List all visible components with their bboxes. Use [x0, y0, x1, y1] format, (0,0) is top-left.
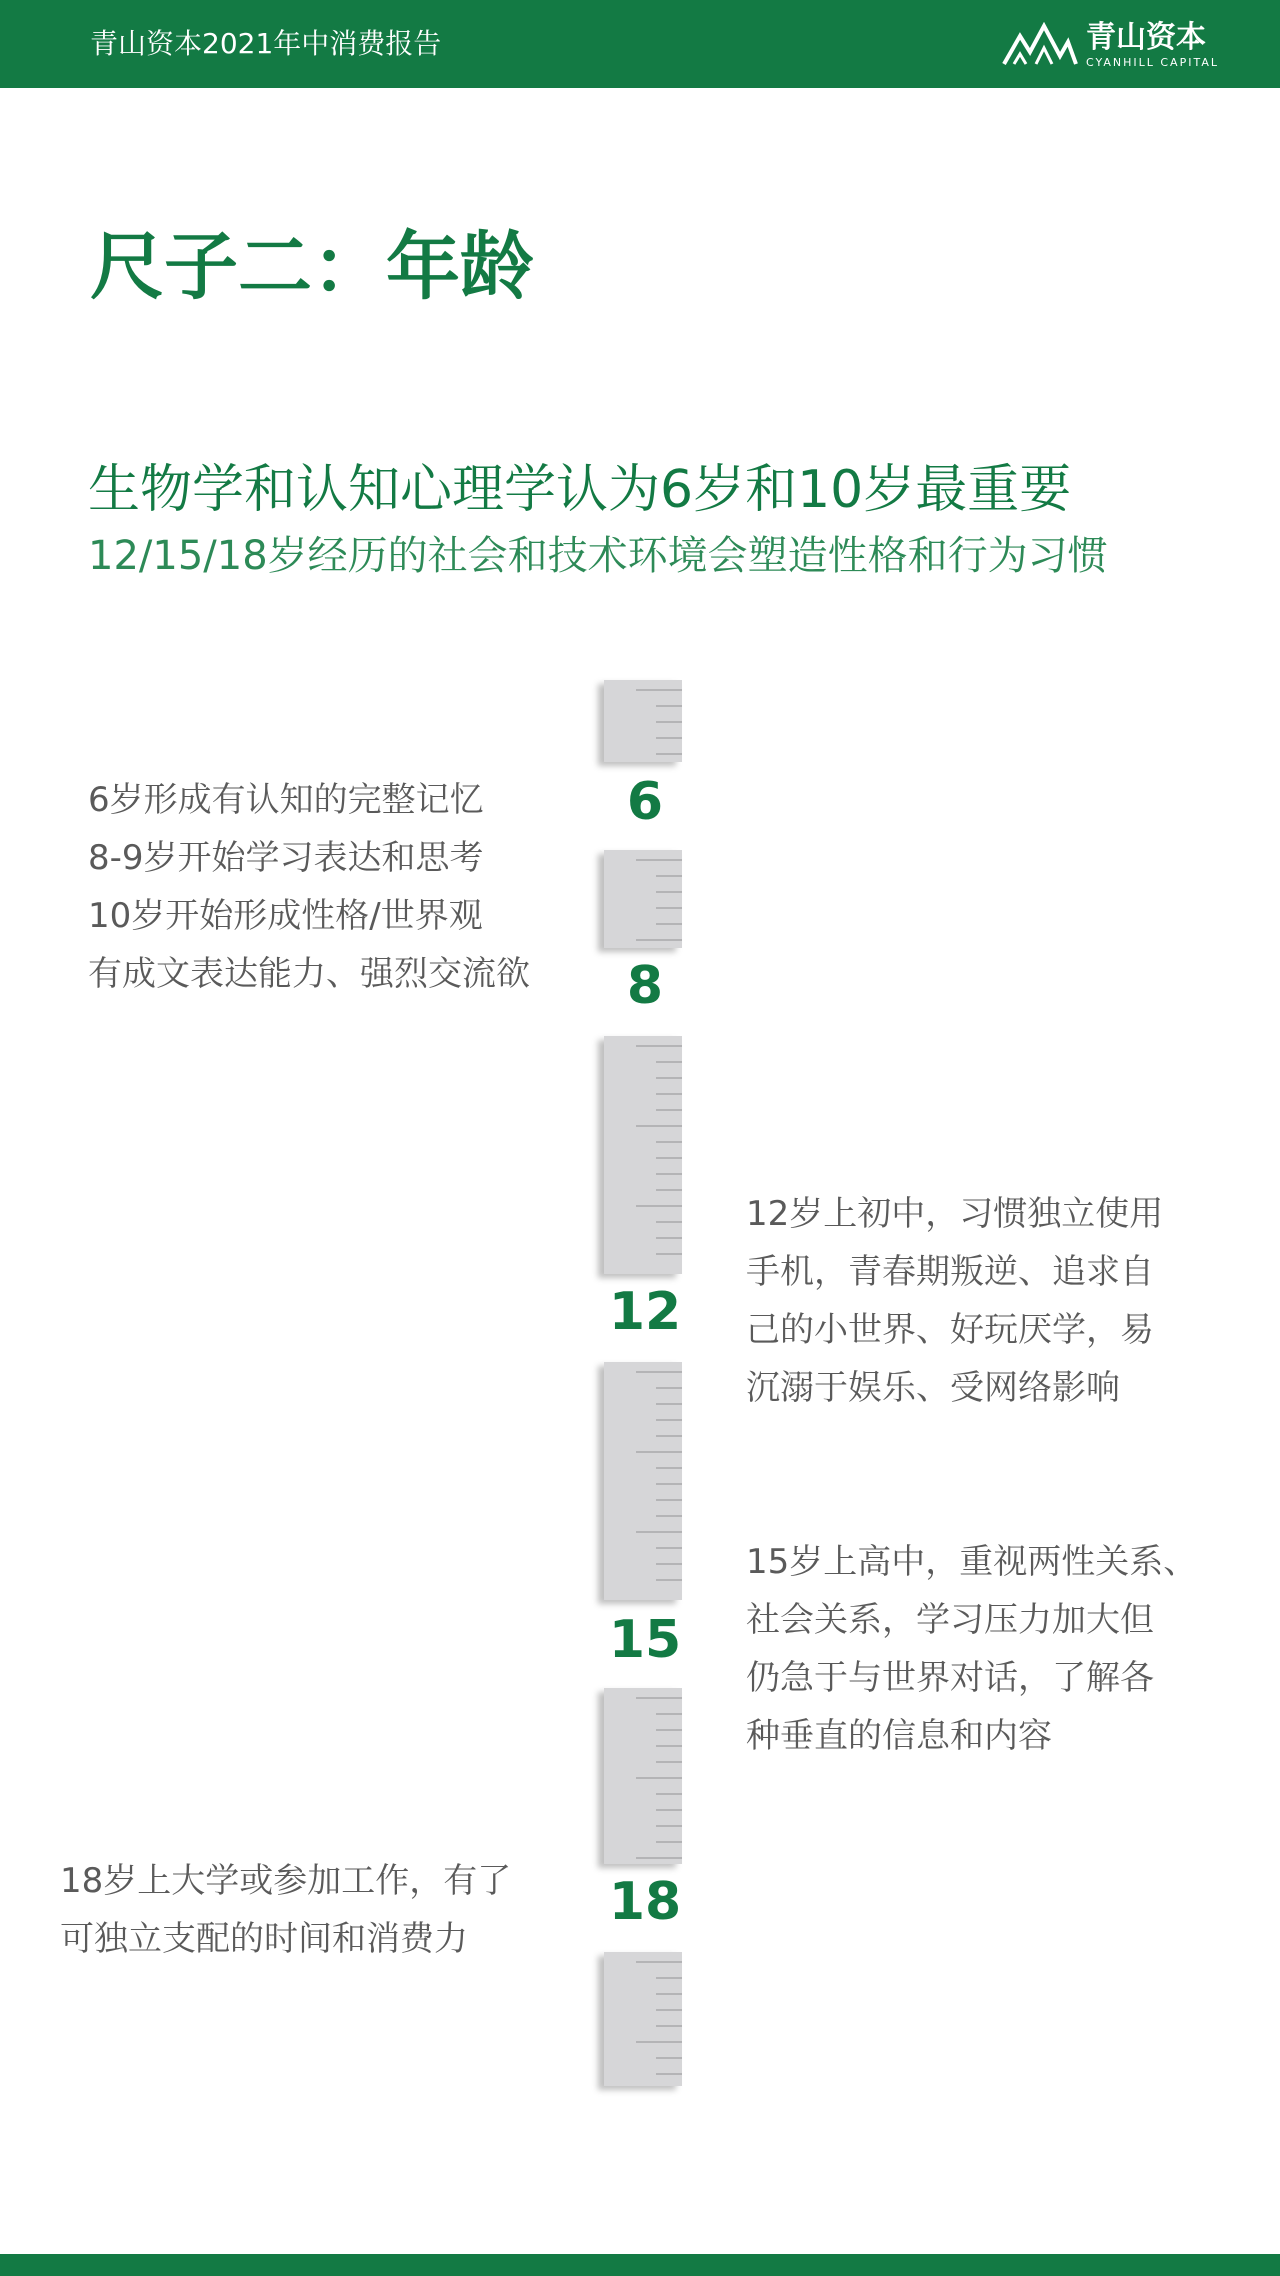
- ruler-ticks: [604, 1036, 682, 1274]
- note-line: 8-9岁开始学习表达和思考: [88, 838, 484, 878]
- ruler-ticks: [604, 1688, 682, 1864]
- ruler-ticks: [604, 1952, 682, 2086]
- note-line: 有成文表达能力、强烈交流欲: [88, 954, 530, 994]
- page-title: 尺子二：年龄: [90, 224, 534, 310]
- note-age-18: [60, 1852, 511, 1968]
- subtitle-line-2: 12/15/18岁经历的社会和技术环境会塑造性格和行为习惯: [88, 533, 1108, 579]
- ruler-segment: [604, 1036, 682, 1274]
- note-line: 沉溺于娱乐、受网络影响: [746, 1368, 1120, 1408]
- ruler-mark-18: 18: [608, 1872, 682, 1932]
- header-bar: [0, 0, 1280, 88]
- ruler-mark-12: 12: [608, 1282, 682, 1342]
- note-line: 社会关系，学习压力加大但: [746, 1600, 1154, 1640]
- ruler-ticks: [604, 1362, 682, 1600]
- note-line: 己的小世界、好玩厌学，易: [746, 1310, 1154, 1350]
- logo-chinese-name: 青山资本: [1086, 20, 1206, 55]
- logo-english-name: CYANHILL CAPITAL: [1086, 56, 1219, 69]
- note-line: 手机，青春期叛逆、追求自: [746, 1252, 1154, 1292]
- note-line: 6岁形成有认知的完整记忆: [88, 780, 484, 820]
- note-line: 种垂直的信息和内容: [746, 1716, 1052, 1756]
- note-line: 仍急于与世界对话，了解各: [746, 1658, 1154, 1698]
- subtitle-line-1: 生物学和认知心理学认为6岁和10岁最重要: [88, 460, 1072, 520]
- note-line: 10岁开始形成性格/世界观: [88, 896, 483, 936]
- note-age-6: [88, 771, 530, 1003]
- footer-bar: [0, 2254, 1280, 2276]
- brand-logo: [1002, 18, 1222, 74]
- ruler-mark-8: 8: [626, 956, 664, 1016]
- ruler-ticks: [604, 850, 682, 948]
- ruler-segment: [604, 1952, 682, 2086]
- ruler-segment: [604, 1688, 682, 1864]
- report-title: 青山资本2021年中消费报告: [90, 27, 442, 60]
- ruler-segment: [604, 850, 682, 948]
- ruler-segment: [604, 1362, 682, 1600]
- note-line: 15岁上高中，重视两性关系、: [746, 1542, 1198, 1582]
- note-age-15: [746, 1533, 1197, 1765]
- mountain-logo-icon: [1002, 22, 1078, 66]
- note-line: 12岁上初中，习惯独立使用: [746, 1194, 1164, 1234]
- ruler-ticks: [604, 680, 682, 762]
- note-line: 可独立支配的时间和消费力: [60, 1919, 468, 1959]
- ruler-mark-6: 6: [626, 772, 664, 832]
- note-age-12: [746, 1185, 1163, 1417]
- note-line: 18岁上大学或参加工作，有了: [60, 1861, 512, 1901]
- ruler-mark-15: 15: [608, 1610, 682, 1670]
- ruler-segment: [604, 680, 682, 762]
